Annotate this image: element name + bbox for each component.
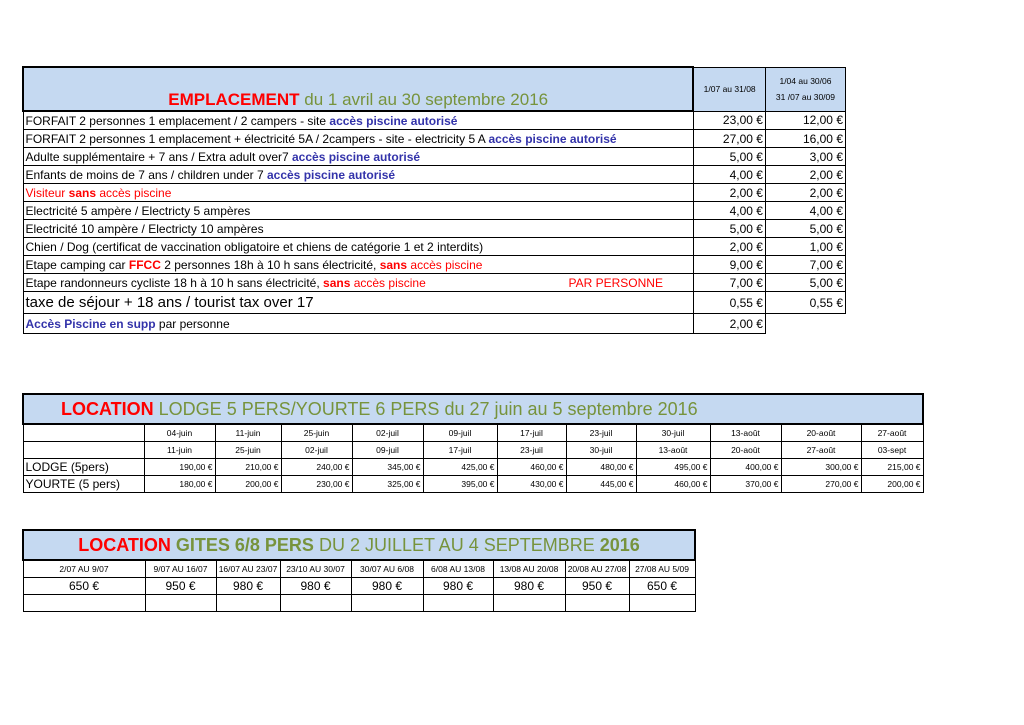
row-label: LODGE (5pers): [23, 459, 144, 476]
pool-supp-text: Accès Piscine en supp: [25, 316, 156, 331]
row-label: Electricité 10 ampère / Electricty 10 ampères: [23, 220, 693, 238]
price-cell: 430,00 €: [497, 476, 566, 493]
price-cell: 950 €: [565, 578, 629, 595]
date-cell: 20-août: [710, 442, 781, 459]
empty-cell: [423, 595, 493, 612]
emplacement-title-word: EMPLACEMENT: [168, 90, 300, 109]
period-cell: 30/07 AU 6/08: [351, 560, 423, 578]
price-high: 2,00 €: [693, 184, 765, 202]
row-label: [23, 148, 693, 166]
price-high: 7,00 €: [693, 274, 765, 292]
date-cell: 09-juil: [423, 424, 497, 442]
date-cell: 17-juil: [423, 442, 497, 459]
row-label: YOURTE (5 pers): [23, 476, 144, 493]
label-text: Etape randonneurs cycliste 18 h à 10 h sans électricité,: [25, 275, 324, 290]
empty-cell: [23, 442, 144, 459]
price-cell: 230,00 €: [281, 476, 352, 493]
price-cell: 180,00 €: [144, 476, 215, 493]
label-text: par personne: [155, 316, 230, 331]
date-cell: 25-juin: [281, 424, 352, 442]
empty-cell: [565, 595, 629, 612]
date-cell: 02-juil: [281, 442, 352, 459]
pool-text: accès piscine: [350, 275, 426, 290]
table-row: [23, 476, 923, 493]
row-label: Chien / Dog (certificat de vaccination obligatoire et chiens de catégorie 1 et 2 interdits): [23, 238, 693, 256]
table-row: [23, 130, 846, 148]
ffcc-text: FFCC: [128, 257, 161, 272]
sans-text: sans: [68, 185, 96, 200]
date-cell: 11-juin: [144, 442, 215, 459]
par-personne-text: PAR PERSONNE: [568, 275, 663, 290]
row-label: taxe de séjour + 18 ans / tourist tax over 17: [23, 292, 693, 314]
date-cell: 30-juil: [636, 424, 710, 442]
emplacement-title: [23, 67, 693, 111]
price-cell: 370,00 €: [710, 476, 781, 493]
price-high: 9,00 €: [693, 256, 765, 274]
price-cell: 270,00 €: [781, 476, 861, 493]
price-high: 2,00 €: [693, 238, 765, 256]
label-text: Adulte supplémentaire + 7 ans / Extra adult over7: [25, 149, 292, 164]
gites-title-dates: DU 2 JUILLET AU 4 SEPTEMBRE: [318, 535, 595, 555]
price-cell: 425,00 €: [423, 459, 497, 476]
price-cell: 980 €: [423, 578, 493, 595]
label-text: FORFAIT 2 personnes 1 emplacement + électricité 5A / 2campers - site - electricity 5 A: [25, 131, 489, 146]
period-cell: 20/08 AU 27/08: [565, 560, 629, 578]
emplacement-title-dates: du 1 avril au 30 septembre 2016: [304, 90, 549, 109]
price-cell: 240,00 €: [281, 459, 352, 476]
gites-title-name: GITES 6/8 PERS: [175, 535, 314, 555]
lodge-title-word: LOCATION: [61, 399, 154, 419]
price-low: 1,00 €: [765, 238, 845, 256]
date-cell: 17-juil: [497, 424, 566, 442]
price-low: 3,00 €: [765, 148, 845, 166]
price-high: 5,00 €: [693, 220, 765, 238]
price-low: 16,00 €: [765, 130, 845, 148]
row-label: [23, 184, 693, 202]
table-row: [23, 256, 846, 274]
table-row: [23, 274, 846, 292]
prices-row: [23, 578, 695, 595]
table-row: [23, 111, 846, 130]
price-cell: 395,00 €: [423, 476, 497, 493]
price-cell: 200,00 €: [215, 476, 281, 493]
price-high: 4,00 €: [693, 166, 765, 184]
date-cell: 02-juil: [352, 424, 423, 442]
empty-cell: [280, 595, 351, 612]
price-low: 12,00 €: [765, 111, 845, 130]
price-cell: 650 €: [629, 578, 695, 595]
pool-text: accès piscine: [96, 185, 172, 200]
price-low: 7,00 €: [765, 256, 845, 274]
table-row: [23, 238, 846, 256]
price-cell: 200,00 €: [861, 476, 923, 493]
sans-text: sans: [323, 275, 351, 290]
price-high: 5,00 €: [693, 148, 765, 166]
label-text: FORFAIT 2 personnes 1 emplacement / 2 campers - site: [25, 113, 330, 128]
price-cell: 210,00 €: [215, 459, 281, 476]
price-low: 2,00 €: [765, 184, 845, 202]
start-dates-row: [23, 424, 923, 442]
date-cell: 25-juin: [215, 442, 281, 459]
price-cell: 215,00 €: [861, 459, 923, 476]
pool-text: accès piscine: [407, 257, 483, 272]
period-cell: 23/10 AU 30/07: [280, 560, 351, 578]
price-cell: 460,00 €: [497, 459, 566, 476]
period-cell: 6/08 AU 13/08: [423, 560, 493, 578]
empty-cell: [629, 595, 695, 612]
price-cell: 980 €: [493, 578, 565, 595]
date-cell: 27-août: [861, 424, 923, 442]
label-text: Enfants de moins de 7 ans / children under 7: [25, 167, 267, 182]
lodge-title: [23, 394, 923, 424]
table-row: [23, 166, 846, 184]
row-label: [23, 314, 693, 334]
empty-row: [23, 595, 695, 612]
price-high: 27,00 €: [693, 130, 765, 148]
pool-access-text: accès piscine autorisé: [292, 149, 421, 164]
period-cell: 2/07 AU 9/07: [23, 560, 145, 578]
price-high: 4,00 €: [693, 202, 765, 220]
date-cell: 30-juil: [566, 442, 636, 459]
gites-title-year: 2016: [599, 535, 640, 555]
lodge-table: [22, 393, 924, 493]
gites-table: [22, 529, 696, 612]
pool-access-text: accès piscine autorisé: [266, 167, 396, 182]
period-cell: 27/08 AU 5/09: [629, 560, 695, 578]
table-row: [23, 459, 923, 476]
col-header-low-line2: 31 /07 au 30/09: [775, 92, 836, 102]
price-low: 0,55 €: [765, 292, 845, 314]
date-cell: 03-sept: [861, 442, 923, 459]
table-row: [23, 202, 846, 220]
price-cell: 445,00 €: [566, 476, 636, 493]
row-label: [23, 166, 693, 184]
emplacement-table: [22, 66, 846, 334]
price-low: 4,00 €: [765, 202, 845, 220]
price-low: 2,00 €: [765, 166, 845, 184]
price-high: 23,00 €: [693, 111, 765, 130]
table-row: [23, 184, 846, 202]
table-row: [23, 220, 846, 238]
label-text-2: 2 personnes 18h à 10 h sans électricité,: [160, 257, 380, 272]
label-text: Visiteur: [25, 185, 69, 200]
price-cell: 460,00 €: [636, 476, 710, 493]
gites-title: [23, 530, 695, 560]
price-cell: 650 €: [23, 578, 145, 595]
lodge-title-dates: du 27 juin au 5 septembre 2016: [444, 399, 698, 419]
price-cell: 495,00 €: [636, 459, 710, 476]
pool-access-text: accès piscine autorisé: [329, 113, 458, 128]
price-cell: 345,00 €: [352, 459, 423, 476]
table-row: [23, 292, 846, 314]
period-cell: 9/07 AU 16/07: [145, 560, 216, 578]
empty-cell: [23, 424, 144, 442]
table-row: [23, 148, 846, 166]
empty-cell: [351, 595, 423, 612]
price-cell: 980 €: [351, 578, 423, 595]
table-row: [23, 314, 846, 334]
date-cell: 09-juil: [352, 442, 423, 459]
price-cell: 325,00 €: [352, 476, 423, 493]
price-cell: 480,00 €: [566, 459, 636, 476]
price-cell: 300,00 €: [781, 459, 861, 476]
empty-cell: [216, 595, 280, 612]
date-cell: 11-juin: [215, 424, 281, 442]
end-dates-row: [23, 442, 923, 459]
empty-cell: [493, 595, 565, 612]
date-cell: 04-juin: [144, 424, 215, 442]
price-cell: 980 €: [216, 578, 280, 595]
pool-access-text: accès piscine autorisé: [488, 131, 617, 146]
empty-cell: [23, 595, 145, 612]
sans-text: sans: [379, 257, 408, 272]
date-cell: 23-juil: [566, 424, 636, 442]
row-label: Electricité 5 ampère / Electricty 5 ampères: [23, 202, 693, 220]
date-cell: 13-août: [710, 424, 781, 442]
price-low: 5,00 €: [765, 220, 845, 238]
price-cell: 190,00 €: [144, 459, 215, 476]
price-cell: 400,00 €: [710, 459, 781, 476]
price-low: 5,00 €: [765, 274, 845, 292]
price-cell: 980 €: [280, 578, 351, 595]
label-text: Etape camping car: [25, 257, 129, 272]
lodge-title-name: LODGE 5 PERS/YOURTE 6 PERS: [158, 399, 440, 419]
period-cell: 16/07 AU 23/07: [216, 560, 280, 578]
period-cell: 13/08 AU 20/08: [493, 560, 565, 578]
empty-cell: [145, 595, 216, 612]
price-cell: 950 €: [145, 578, 216, 595]
row-label: [23, 130, 693, 148]
row-label: [23, 256, 693, 274]
empty-cell: [765, 314, 845, 334]
date-cell: 20-août: [781, 424, 861, 442]
col-header-low-season: [765, 67, 845, 111]
date-cell: 13-août: [636, 442, 710, 459]
date-cell: 23-juil: [497, 442, 566, 459]
row-label: [23, 274, 693, 292]
price-high: 2,00 €: [693, 314, 765, 334]
periods-row: [23, 560, 695, 578]
col-header-high-season: 1/07 au 31/08: [693, 67, 765, 111]
price-high: 0,55 €: [693, 292, 765, 314]
row-label: [23, 111, 693, 130]
gites-title-word: LOCATION: [78, 535, 171, 555]
date-cell: 27-août: [781, 442, 861, 459]
col-header-low-line1: 1/04 au 30/06: [779, 75, 832, 86]
